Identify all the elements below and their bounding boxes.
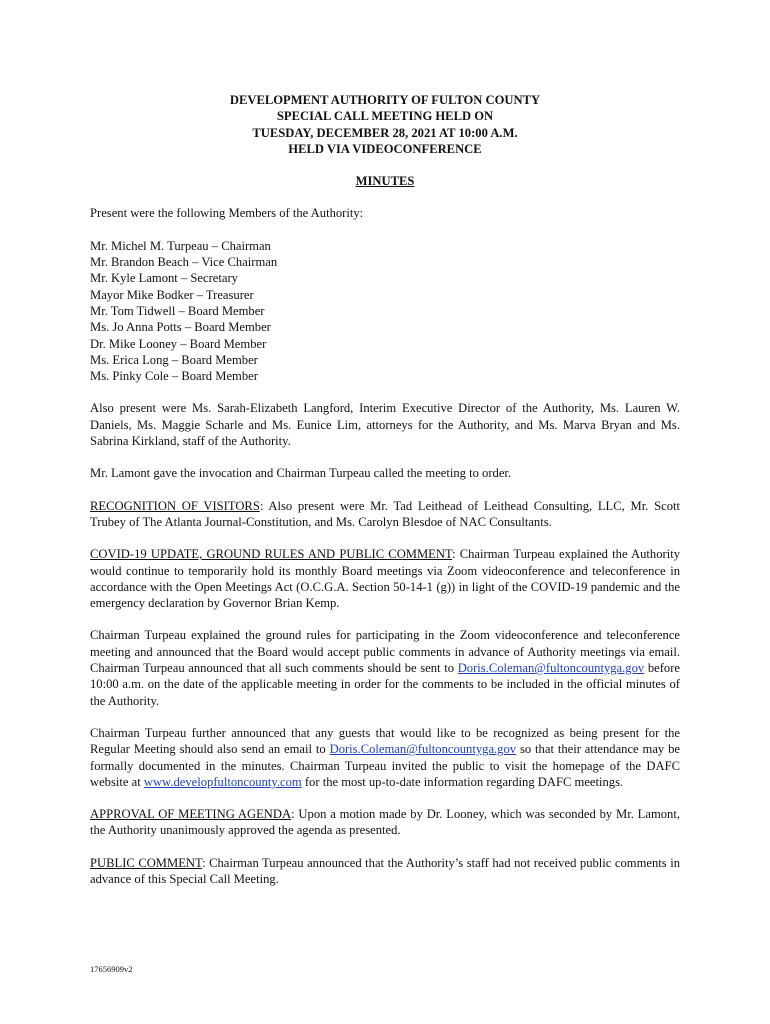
members-list <box>90 238 680 385</box>
member-item: Mr. Kyle Lamont – Secretary <box>90 271 238 286</box>
ground-rules-text-after: before 10:00 a.m. on the date of the applicable meeting in order for the comments to be included in the official minutes of the Authority. <box>90 661 680 708</box>
title-line-3: TUESDAY, DECEMBER 28, 2021 AT 10:00 A.M. <box>252 125 518 140</box>
invocation-paragraph: Mr. Lamont gave the invocation and Chairman Turpeau called the meeting to order. <box>90 466 512 481</box>
title-line-1: DEVELOPMENT AUTHORITY OF FULTON COUNTY <box>229 93 541 107</box>
present-intro: Present were the following Members of the Authority: <box>90 206 364 221</box>
further-text-before: Chairman Turpeau further announced that any guests that would like to be recognized as being present for the Regular Meeting should also send an email to <box>90 725 680 757</box>
document-page <box>90 92 680 887</box>
recognition-heading: RECOGNITION OF VISITORS <box>90 498 260 513</box>
title-line-4: HELD VIA VIDEOCONFERENCE <box>288 141 482 156</box>
title-line-2: SPECIAL CALL MEETING HELD ON <box>276 109 494 124</box>
member-item: Dr. Mike Looney – Board Member <box>90 336 267 351</box>
public-comment-paragraph <box>90 855 680 888</box>
recognition-text: : Also present were Mr. Tad Leithead of Leithead Consulting, LLC, Mr. Scott Trubey of The Atlanta Journal-Constitution, and Ms. Carolyn Blesdoe of NAC Consultants. <box>90 498 680 529</box>
email-link[interactable]: Doris.Coleman@fultoncountyga.gov <box>457 661 645 676</box>
minutes-heading: MINUTES <box>355 174 415 189</box>
website-link[interactable]: www.developfultoncounty.com <box>143 774 302 789</box>
covid-heading: COVID-19 UPDATE, GROUND RULES AND PUBLIC COMMENT <box>90 547 453 562</box>
member-item: Ms. Erica Long – Board Member <box>90 352 258 367</box>
member-item: Mr. Brandon Beach – Vice Chairman <box>90 255 278 270</box>
recognition-paragraph <box>90 498 680 531</box>
public-comment-heading: PUBLIC COMMENT <box>90 855 203 870</box>
agenda-text: : Upon a motion made by Dr. Looney, which was seconded by Mr. Lamont, the Authority unanimously approved the agenda as presented. <box>90 807 680 838</box>
further-text-after: for the most up-to-date information regarding DAFC meetings. <box>301 774 624 789</box>
member-item: Mr. Michel M. Turpeau – Chairman <box>90 238 271 253</box>
agenda-heading: APPROVAL OF MEETING AGENDA <box>90 807 292 822</box>
covid-paragraph <box>90 546 680 611</box>
ground-rules-text-before: Chairman Turpeau explained the ground rules for participating in the Zoom videoconference and teleconference meeting and announced that the Board would accept public comments in advance of Authority meetings via email. Chairman Turpeau announced that all such comments should be sent to <box>90 628 680 676</box>
member-item: Mr. Tom Tidwell – Board Member <box>90 303 265 318</box>
member-item: Ms. Jo Anna Potts – Board Member <box>90 320 271 335</box>
public-comment-text: : Chairman Turpeau announced that the Authority’s staff had not received public comments in advance of this Special Call Meeting. <box>90 855 680 886</box>
document-id: 17656909v2 <box>90 964 133 974</box>
email-link[interactable]: Doris.Coleman@fultoncountyga.gov <box>329 742 517 757</box>
also-present-paragraph: Also present were Ms. Sarah-Elizabeth Langford, Interim Executive Director of the Authority, Ms. Lauren W. Daniels, Ms. Maggie Scharle and Ms. Eunice Lim, attorneys for the Authority, and Ms. Marva Bryan and Ms. Sabrina Kirkland, staff of the Authority. <box>90 401 680 449</box>
member-item: Mayor Mike Bodker – Treasurer <box>90 287 254 302</box>
agenda-paragraph <box>90 806 680 839</box>
further-paragraph <box>90 725 680 790</box>
member-item: Ms. Pinky Cole – Board Member <box>90 369 258 384</box>
covid-text: : Chairman Turpeau explained the Authority would continue to temporarily hold its monthly Board meetings via Zoom videoconference and teleconference in accordance with the Open Meetings Act (O.C.G.A. Section 50-14-1 (g)) in light of the COVID-19 pandemic and the emergency declaration by Governor Brian Kemp. <box>90 547 681 611</box>
document-title <box>90 92 680 157</box>
further-text-middle: so that their attendance may be formally documented in the minutes. Chairman Turpeau invited the public to visit the homepage of the DAFC website at <box>90 742 680 789</box>
ground-rules-paragraph <box>90 627 680 708</box>
